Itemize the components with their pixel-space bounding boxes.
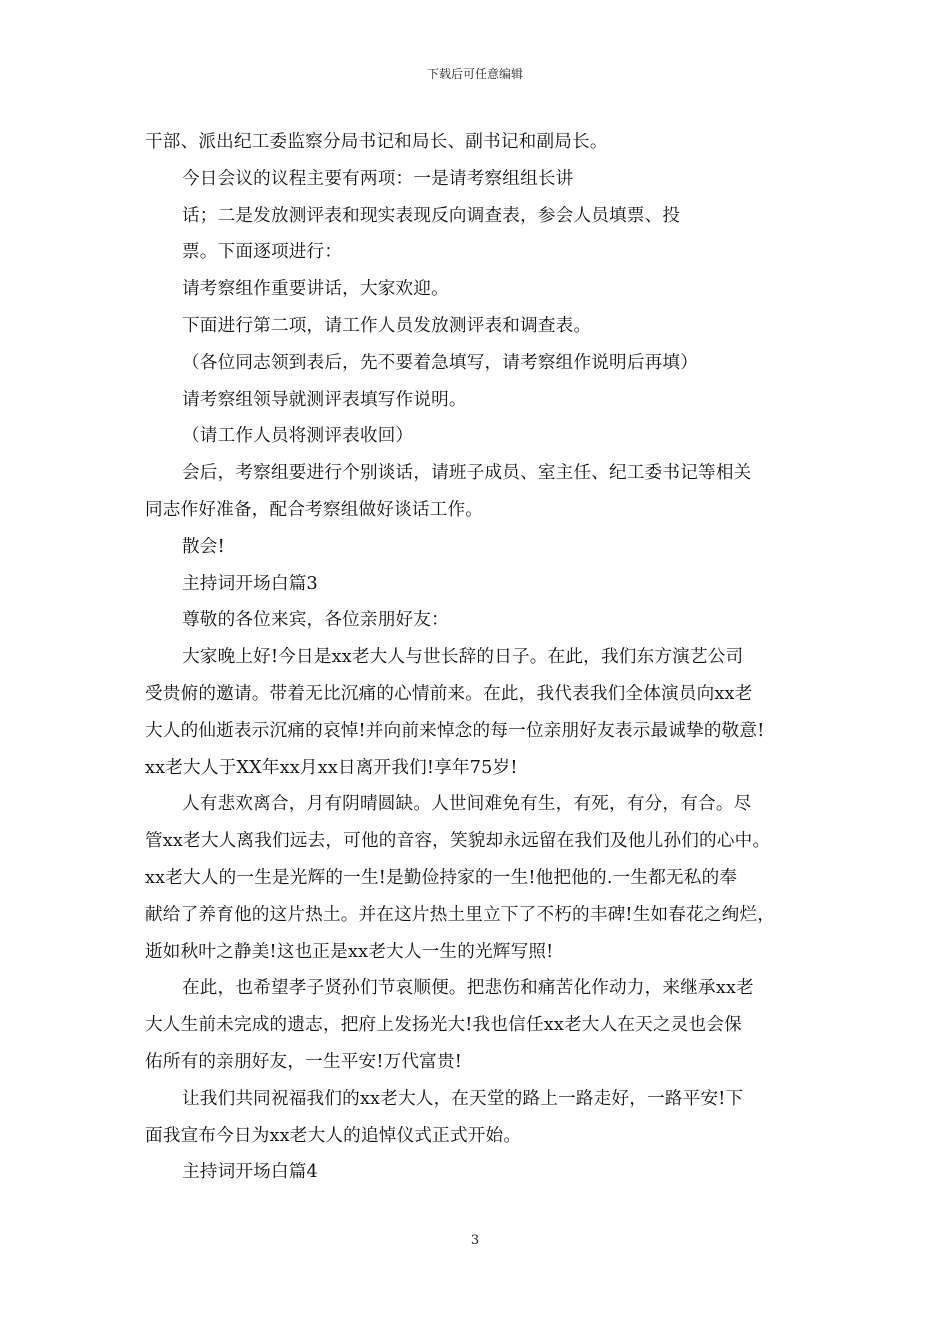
section-heading: 主持词开场白篇3 <box>182 573 318 594</box>
paragraph-line: 干部、派出纪工委监察分局书记和局长、副书记和副局长。 <box>145 132 608 152</box>
paragraph-line: 大人的仙逝表示沉痛的哀悼!并向前来悼念的每一位亲朋好友表示最诚挚的敬意! <box>145 720 765 741</box>
paragraph-line: 尊敬的各位来宾，各位亲朋好友： <box>182 610 449 631</box>
paragraph-line: 同志作好准备，配合考察组做好谈话工作。 <box>145 499 484 520</box>
page-header: 下载后可任意编辑 <box>426 67 523 81</box>
paragraph-line: 会后，考察组要进行个别谈话，请班子成员、室主任、纪工委书记等相关 <box>182 463 752 484</box>
paragraph-line: 票。下面逐项进行： <box>182 242 343 263</box>
paragraph-line: 面我宣布今日为xx老大人的追悼仪式正式开始。 <box>145 1125 522 1146</box>
paragraph-line: xx老大人于XX年xx月xx日离开我们!享年75岁! <box>145 757 518 778</box>
paragraph-line: 让我们共同祝福我们的xx老大人，在天堂的路上一路走好，一路平安!下 <box>182 1088 744 1109</box>
paragraph-line: （各位同志领到表后，先不要着急填写，请考察组作说明后再填） <box>182 352 699 373</box>
paragraph-line: 下面进行第二项，请工作人员发放测评表和调查表。 <box>182 315 592 336</box>
paragraph-line: 请考察组领导就测评表填写作说明。 <box>182 389 467 410</box>
document-body <box>145 124 807 1191</box>
paragraph-line: 在此，也希望孝子贤孙们节哀顺便。把悲伤和痛苦化作动力，来继承xx老 <box>182 978 754 999</box>
paragraph-line: 话；二是发放测评表和现实表现反向调查表，参会人员填票、投 <box>182 205 681 226</box>
paragraph-line: 人有悲欢离合，月有阴晴圆缺。人世间难免有生，有死，有分，有合。尽 <box>182 794 752 815</box>
paragraph-line: 大人生前未完成的遗志，把府上发扬光大!我也信任xx老大人在天之灵也会保 <box>145 1015 742 1036</box>
paragraph-line: 受贵俯的邀请。带着无比沉痛的心情前来。在此，我代表我们全体演员向xx老 <box>145 683 753 704</box>
paragraph-line: 请考察组作重要讲话，大家欢迎。 <box>182 279 449 300</box>
paragraph-line: xx老大人的一生是光辉的一生!是勤俭持家的一生!他把他的.一生都无私的奉 <box>145 867 738 888</box>
paragraph-line: （请工作人员将测评表收回） <box>182 426 414 447</box>
paragraph-line: 今日会议的议程主要有两项：一是请考察组组长讲 <box>182 168 574 189</box>
paragraph-line: 大家晚上好!今日是xx老大人与世长辞的日子。在此，我们东方演艺公司 <box>182 647 744 668</box>
paragraph-line: 管xx老大人离我们远去，可他的音容，笑貌却永远留在我们及他儿孙们的心中。 <box>145 831 771 852</box>
paragraph-line: 献给了养育他的这片热土。并在这片热土里立下了不朽的丰碑!生如春花之绚烂， <box>145 904 776 925</box>
paragraph-line: 逝如秋叶之静美!这也正是xx老大人一生的光辉写照! <box>145 941 554 962</box>
paragraph-line: 佑所有的亲朋好友，一生平安!万代富贵! <box>145 1051 463 1072</box>
paragraph-line: 散会! <box>182 536 225 557</box>
page-number: 3 <box>470 1233 480 1248</box>
section-heading: 主持词开场白篇4 <box>182 1162 318 1183</box>
